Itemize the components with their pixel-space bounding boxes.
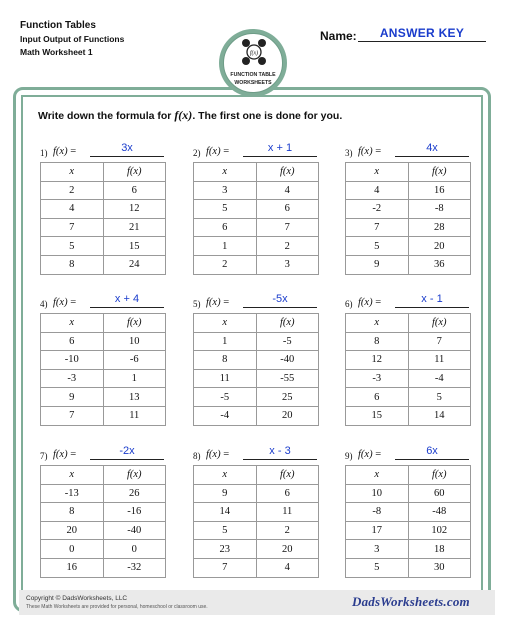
table-row	[194, 484, 319, 503]
table-row	[194, 218, 319, 237]
table-row	[346, 181, 471, 200]
brand-logo: DadsWorksheets.com	[352, 594, 470, 609]
input-cell: 2	[41, 181, 104, 200]
output-header: f(x)	[408, 314, 471, 333]
function-label: f(x) =	[358, 449, 382, 460]
problem-number: 4)	[40, 299, 48, 309]
formula-answer[interactable]: x - 3	[243, 445, 317, 460]
problem-3	[345, 142, 471, 271]
table-row	[41, 521, 166, 540]
output-cell: 36	[408, 255, 471, 274]
table-row	[41, 484, 166, 503]
input-cell: 3	[194, 181, 257, 200]
problem-7	[40, 445, 166, 574]
usage-notice: These Math Worksheets are provided for personal, homeschool or classroom use.	[26, 604, 208, 610]
output-cell: 20	[256, 406, 319, 425]
function-label: f(x) =	[206, 449, 230, 460]
problem-number: 8)	[193, 451, 201, 461]
output-header: f(x)	[256, 163, 319, 182]
output-cell: -48	[408, 503, 471, 522]
input-header: x	[346, 466, 409, 485]
output-cell: 2	[256, 237, 319, 256]
input-cell: -8	[346, 503, 409, 522]
input-cell: 23	[194, 540, 257, 559]
table-row	[194, 540, 319, 559]
function-table	[345, 313, 471, 426]
problem-number: 7)	[40, 451, 48, 461]
input-cell: 8	[194, 351, 257, 370]
output-cell: -32	[103, 558, 166, 577]
input-header: x	[194, 314, 257, 333]
table-row	[346, 540, 471, 559]
output-cell: 7	[256, 218, 319, 237]
output-cell: 20	[256, 540, 319, 559]
table-row	[194, 255, 319, 274]
output-cell: 11	[103, 406, 166, 425]
table-row	[346, 351, 471, 370]
output-cell: -8	[408, 200, 471, 219]
output-cell: 11	[256, 503, 319, 522]
table-row	[346, 521, 471, 540]
output-cell: 6	[256, 484, 319, 503]
logo-symbol: f(x)	[249, 50, 259, 57]
table-row	[194, 406, 319, 425]
input-cell: 8	[41, 503, 104, 522]
input-cell: 5	[194, 200, 257, 219]
output-cell: 3	[256, 255, 319, 274]
output-cell: 4	[256, 558, 319, 577]
table-row	[41, 200, 166, 219]
function-label: f(x) =	[206, 146, 230, 157]
output-cell: 13	[103, 388, 166, 407]
table-row	[194, 181, 319, 200]
table-row	[194, 388, 319, 407]
input-header: x	[41, 466, 104, 485]
table-row	[346, 255, 471, 274]
input-cell: 10	[346, 484, 409, 503]
problem-9	[345, 445, 471, 574]
input-cell: 9	[346, 255, 409, 274]
output-cell: 15	[103, 237, 166, 256]
problem-number: 2)	[193, 148, 201, 158]
output-cell: 4	[256, 181, 319, 200]
table-row	[41, 558, 166, 577]
table-row	[346, 200, 471, 219]
output-header: f(x)	[256, 466, 319, 485]
input-cell: 15	[346, 406, 409, 425]
output-cell: -16	[103, 503, 166, 522]
output-cell: -40	[103, 521, 166, 540]
input-cell: 8	[41, 255, 104, 274]
function-table	[345, 162, 471, 275]
problem-5	[193, 293, 319, 422]
output-cell: 25	[256, 388, 319, 407]
formula-answer[interactable]: -2x	[90, 445, 164, 460]
function-table	[345, 465, 471, 578]
output-cell: 14	[408, 406, 471, 425]
table-row	[194, 237, 319, 256]
input-cell: 6	[194, 218, 257, 237]
input-header: x	[194, 466, 257, 485]
output-cell: 26	[103, 484, 166, 503]
output-cell: 2	[256, 521, 319, 540]
problem-8	[193, 445, 319, 574]
problem-number: 6)	[345, 299, 353, 309]
table-row	[346, 406, 471, 425]
input-cell: -10	[41, 351, 104, 370]
table-row	[194, 558, 319, 577]
input-cell: 8	[346, 332, 409, 351]
function-table	[193, 465, 319, 578]
table-row	[41, 540, 166, 559]
output-cell: 21	[103, 218, 166, 237]
table-row	[41, 181, 166, 200]
table-row	[346, 484, 471, 503]
input-cell: -3	[41, 369, 104, 388]
worksheet-number: Math Worksheet 1	[20, 47, 93, 57]
input-header: x	[41, 163, 104, 182]
function-label: f(x) =	[206, 297, 230, 308]
function-label: f(x) =	[53, 449, 77, 460]
input-cell: 7	[41, 218, 104, 237]
output-cell: 28	[408, 218, 471, 237]
formula-answer[interactable]: 6x	[395, 445, 469, 460]
input-cell: 9	[41, 388, 104, 407]
output-cell: -4	[408, 369, 471, 388]
table-row	[41, 369, 166, 388]
output-cell: 7	[408, 332, 471, 351]
output-cell: -40	[256, 351, 319, 370]
table-row	[194, 369, 319, 388]
instructions: Write down the formula for f(x). The first one is done for you.	[38, 108, 343, 122]
input-cell: -2	[346, 200, 409, 219]
input-cell: 20	[41, 521, 104, 540]
problem-number: 1)	[40, 148, 48, 158]
input-cell: 5	[346, 558, 409, 577]
input-cell: 3	[346, 540, 409, 559]
input-cell: -3	[346, 369, 409, 388]
input-cell: 5	[346, 237, 409, 256]
output-cell: 16	[408, 181, 471, 200]
function-table	[40, 162, 166, 275]
input-cell: 1	[194, 332, 257, 351]
input-cell: 7	[41, 406, 104, 425]
table-row	[194, 503, 319, 522]
table-row	[346, 332, 471, 351]
problem-number: 3)	[345, 148, 353, 158]
input-cell: 16	[41, 558, 104, 577]
formula-answer[interactable]: x + 1	[243, 142, 317, 157]
table-row	[41, 351, 166, 370]
table-row	[346, 503, 471, 522]
input-cell: 5	[194, 521, 257, 540]
copyright-text: Copyright © DadsWorksheets, LLC	[26, 595, 128, 602]
name-label: Name:	[320, 29, 357, 43]
output-cell: 30	[408, 558, 471, 577]
table-row	[194, 200, 319, 219]
output-cell: 10	[103, 332, 166, 351]
input-cell: -4	[194, 406, 257, 425]
problem-number: 9)	[345, 451, 353, 461]
output-header: f(x)	[103, 314, 166, 333]
formula-answer[interactable]: x + 4	[90, 293, 164, 308]
output-cell: 24	[103, 255, 166, 274]
formula-answer[interactable]: x - 1	[395, 293, 469, 308]
formula-answer[interactable]: -5x	[243, 293, 317, 308]
input-cell: 4	[346, 181, 409, 200]
input-cell: 4	[41, 200, 104, 219]
input-cell: -5	[194, 388, 257, 407]
table-row	[41, 255, 166, 274]
table-row	[41, 218, 166, 237]
output-cell: 0	[103, 540, 166, 559]
output-cell: 5	[408, 388, 471, 407]
output-header: f(x)	[408, 163, 471, 182]
output-header: f(x)	[103, 466, 166, 485]
input-header: x	[41, 314, 104, 333]
table-row	[346, 388, 471, 407]
worksheet-title: Function Tables	[20, 20, 96, 31]
output-cell: 20	[408, 237, 471, 256]
input-cell: 17	[346, 521, 409, 540]
function-table	[40, 313, 166, 426]
input-cell: 14	[194, 503, 257, 522]
output-cell: -5	[256, 332, 319, 351]
table-row	[346, 237, 471, 256]
output-cell: 11	[408, 351, 471, 370]
table-row	[346, 218, 471, 237]
problem-4	[40, 293, 166, 422]
input-cell: 6	[41, 332, 104, 351]
table-row	[41, 503, 166, 522]
input-cell: 1	[194, 237, 257, 256]
input-cell: 2	[194, 255, 257, 274]
output-cell: 12	[103, 200, 166, 219]
output-header: f(x)	[256, 314, 319, 333]
function-table	[193, 313, 319, 426]
input-cell: -13	[41, 484, 104, 503]
problem-1	[40, 142, 166, 271]
output-cell: -55	[256, 369, 319, 388]
input-cell: 11	[194, 369, 257, 388]
input-cell: 5	[41, 237, 104, 256]
function-label: f(x) =	[53, 146, 77, 157]
formula-answer[interactable]: 3x	[90, 142, 164, 157]
input-cell: 6	[346, 388, 409, 407]
function-logo-icon	[239, 37, 269, 67]
logo-line-1: FUNCTION TABLE	[230, 72, 276, 78]
input-cell: 12	[346, 351, 409, 370]
problem-number: 5)	[193, 299, 201, 309]
input-header: x	[346, 163, 409, 182]
output-cell: 1	[103, 369, 166, 388]
output-cell: -6	[103, 351, 166, 370]
name-field: ANSWER KEY	[358, 26, 486, 42]
table-row	[41, 237, 166, 256]
problem-2	[193, 142, 319, 271]
input-cell: 7	[194, 558, 257, 577]
input-header: x	[346, 314, 409, 333]
logo-line-2: WORKSHEETS	[234, 80, 272, 86]
problem-6	[345, 293, 471, 422]
output-cell: 60	[408, 484, 471, 503]
table-row	[194, 351, 319, 370]
input-cell: 7	[346, 218, 409, 237]
function-table	[193, 162, 319, 275]
table-row	[346, 558, 471, 577]
output-cell: 6	[256, 200, 319, 219]
table-row	[194, 521, 319, 540]
input-header: x	[194, 163, 257, 182]
worksheet-subtitle: Input Output of Functions	[20, 34, 125, 44]
input-cell: 0	[41, 540, 104, 559]
output-cell: 6	[103, 181, 166, 200]
function-label: f(x) =	[358, 297, 382, 308]
table-row	[194, 332, 319, 351]
function-label: f(x) =	[358, 146, 382, 157]
output-cell: 102	[408, 521, 471, 540]
table-row	[346, 369, 471, 388]
output-cell: 18	[408, 540, 471, 559]
function-table	[40, 465, 166, 578]
input-cell: 9	[194, 484, 257, 503]
table-row	[41, 332, 166, 351]
table-row	[41, 388, 166, 407]
output-header: f(x)	[408, 466, 471, 485]
output-header: f(x)	[103, 163, 166, 182]
function-label: f(x) =	[53, 297, 77, 308]
formula-answer[interactable]: 4x	[395, 142, 469, 157]
table-row	[41, 406, 166, 425]
